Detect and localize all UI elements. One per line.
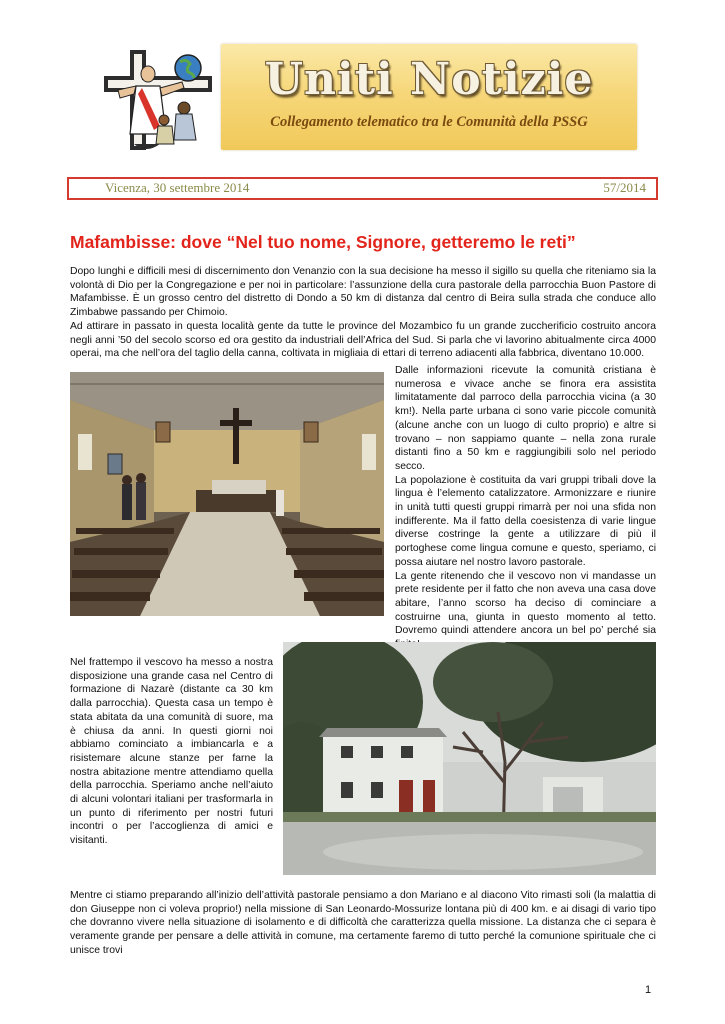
article-title: Mafambisse: dove “Nel tuo nome, Signore, getteremo le reti” xyxy=(70,232,576,252)
church-interior-photo xyxy=(70,372,384,616)
issue-date: Vicenza, 30 settembre 2014 xyxy=(105,180,250,195)
house-photo xyxy=(283,642,656,875)
right-paragraph: Dalle informazioni ricevute la comunità cristiana è numerosa e vivace anche se finora era assistita limitatamente dal parroco della parrocchia vicina (a 30 km!). Nella parte urbana ci sono varie piccole comunità (alcune anche con un luogo di culto proprio) e altre si trovano – non sappiamo quante – nella zona rurale distanti fino a 50 km e raggiungibili solo nel periodo secco. xyxy=(395,365,656,472)
right-paragraph: La gente ritenendo che il vescovo non vi mandasse un prete residente per il fatto che non aveva una casa dove abitare, l’anno scorso ha deciso di cominciare a costruirne una, giunta in questo momento al tetto. Dovremo quindi attendere ancora un bel po’ perché sia xyxy=(395,570,656,637)
issue-number: 57/2014 xyxy=(603,180,646,195)
page-number: 1 xyxy=(645,984,652,996)
left-column-text xyxy=(70,656,273,848)
closing-paragraph xyxy=(70,889,656,958)
masthead-banner xyxy=(221,44,637,150)
left-paragraph: Nel frattempo il vescovo ha messo a nostra disposizione una grande casa nel Centro di formazione di Nazarè (distante ca 30 km dalla parrocchia). Questa casa un tempo è stata abitata da una comunità di suore, ma è chiusa da anni. In questi giorni noi abbiamo cominciato a imbiancarla e a risistemare alcune stanze per farne la nostra abitazione mentre attendiamo quella della parrocchia. Speriamo anche nell’aiuto di alcuni volontari italiani per trasformarla in un punto di riferimento per nostri futuri incontri o per l’accoglienza di amici e visitanti. xyxy=(70,657,273,847)
masthead-tagline: Collegamento telematico tra le Comunità della PSSG xyxy=(270,114,588,130)
issue-date-bar xyxy=(67,177,658,200)
intro-paragraph: Ad attirare in passato in questa località gente da tutte le province del Mozambico fu un grande zuccherificio costruito ancora negli anni ’50 del secolo scorso ed ora gestito da industriali dell’Africa del Sud. Si parla che vi lavorino abitualmente circa 4000 operai, ma che nell’ora del taglio della canna, coltivata in migliaia di ettari di terreno adiacenti alla fabbrica, diventano 10.000. xyxy=(70,320,656,360)
closing-text: Mentre ci stiamo preparando all’inizio dell’attività pastorale pensiamo a don Mariano e al diacono Vito rimasti soli (la malattia di don Giuseppe non ci voleva proprio!) nella missione di San Leonardo-Mossurize lontana più di 400 km. e ai disagi di vario tipo che dovranno vivere nella situazione di isolamento e di difficoltà che caratterizza quella missione. La distanza che ci separa è veramente grande per pensare a delle attività in comune, ma certamente faremo di tutto perché la comunione spirituale che ci unisce trovi xyxy=(70,890,656,956)
congregation-logo xyxy=(100,46,218,154)
right-column-text xyxy=(395,364,656,652)
right-paragraph: La popolazione è costituita da vari gruppi tribali dove la lingua è l’elemento catalizzatore. Armonizzare e riunire in unità tutti questi gruppi rimarrà per noi una sfida non indifferente. Ma il fatto della coesistenza di varie lingue diverse costringe la gente a utilizzare di più il portoghese come lingua comune e questo, speriamo, ci possa aiutare nel nostro lavoro pastorale. xyxy=(395,474,656,568)
article-intro xyxy=(70,265,656,361)
masthead-title: Uniti Notizie xyxy=(264,54,594,105)
intro-paragraph: Dopo lunghi e difficili mesi di discernimento don Venanzio con la sua decisione ha messo il sigillo su quella che riteniamo sia la volontà di Dio per la Congregazione e per noi in particolare: l’assunzione della cura pastorale della parrocchia Buon Pastore di Mafambisse. È un grosso centro del distretto di Dondo a 50 km di distanza dal centro di Beira sulla strada che conduce allo Zimbabwe passando per Chimoio. xyxy=(70,266,656,319)
